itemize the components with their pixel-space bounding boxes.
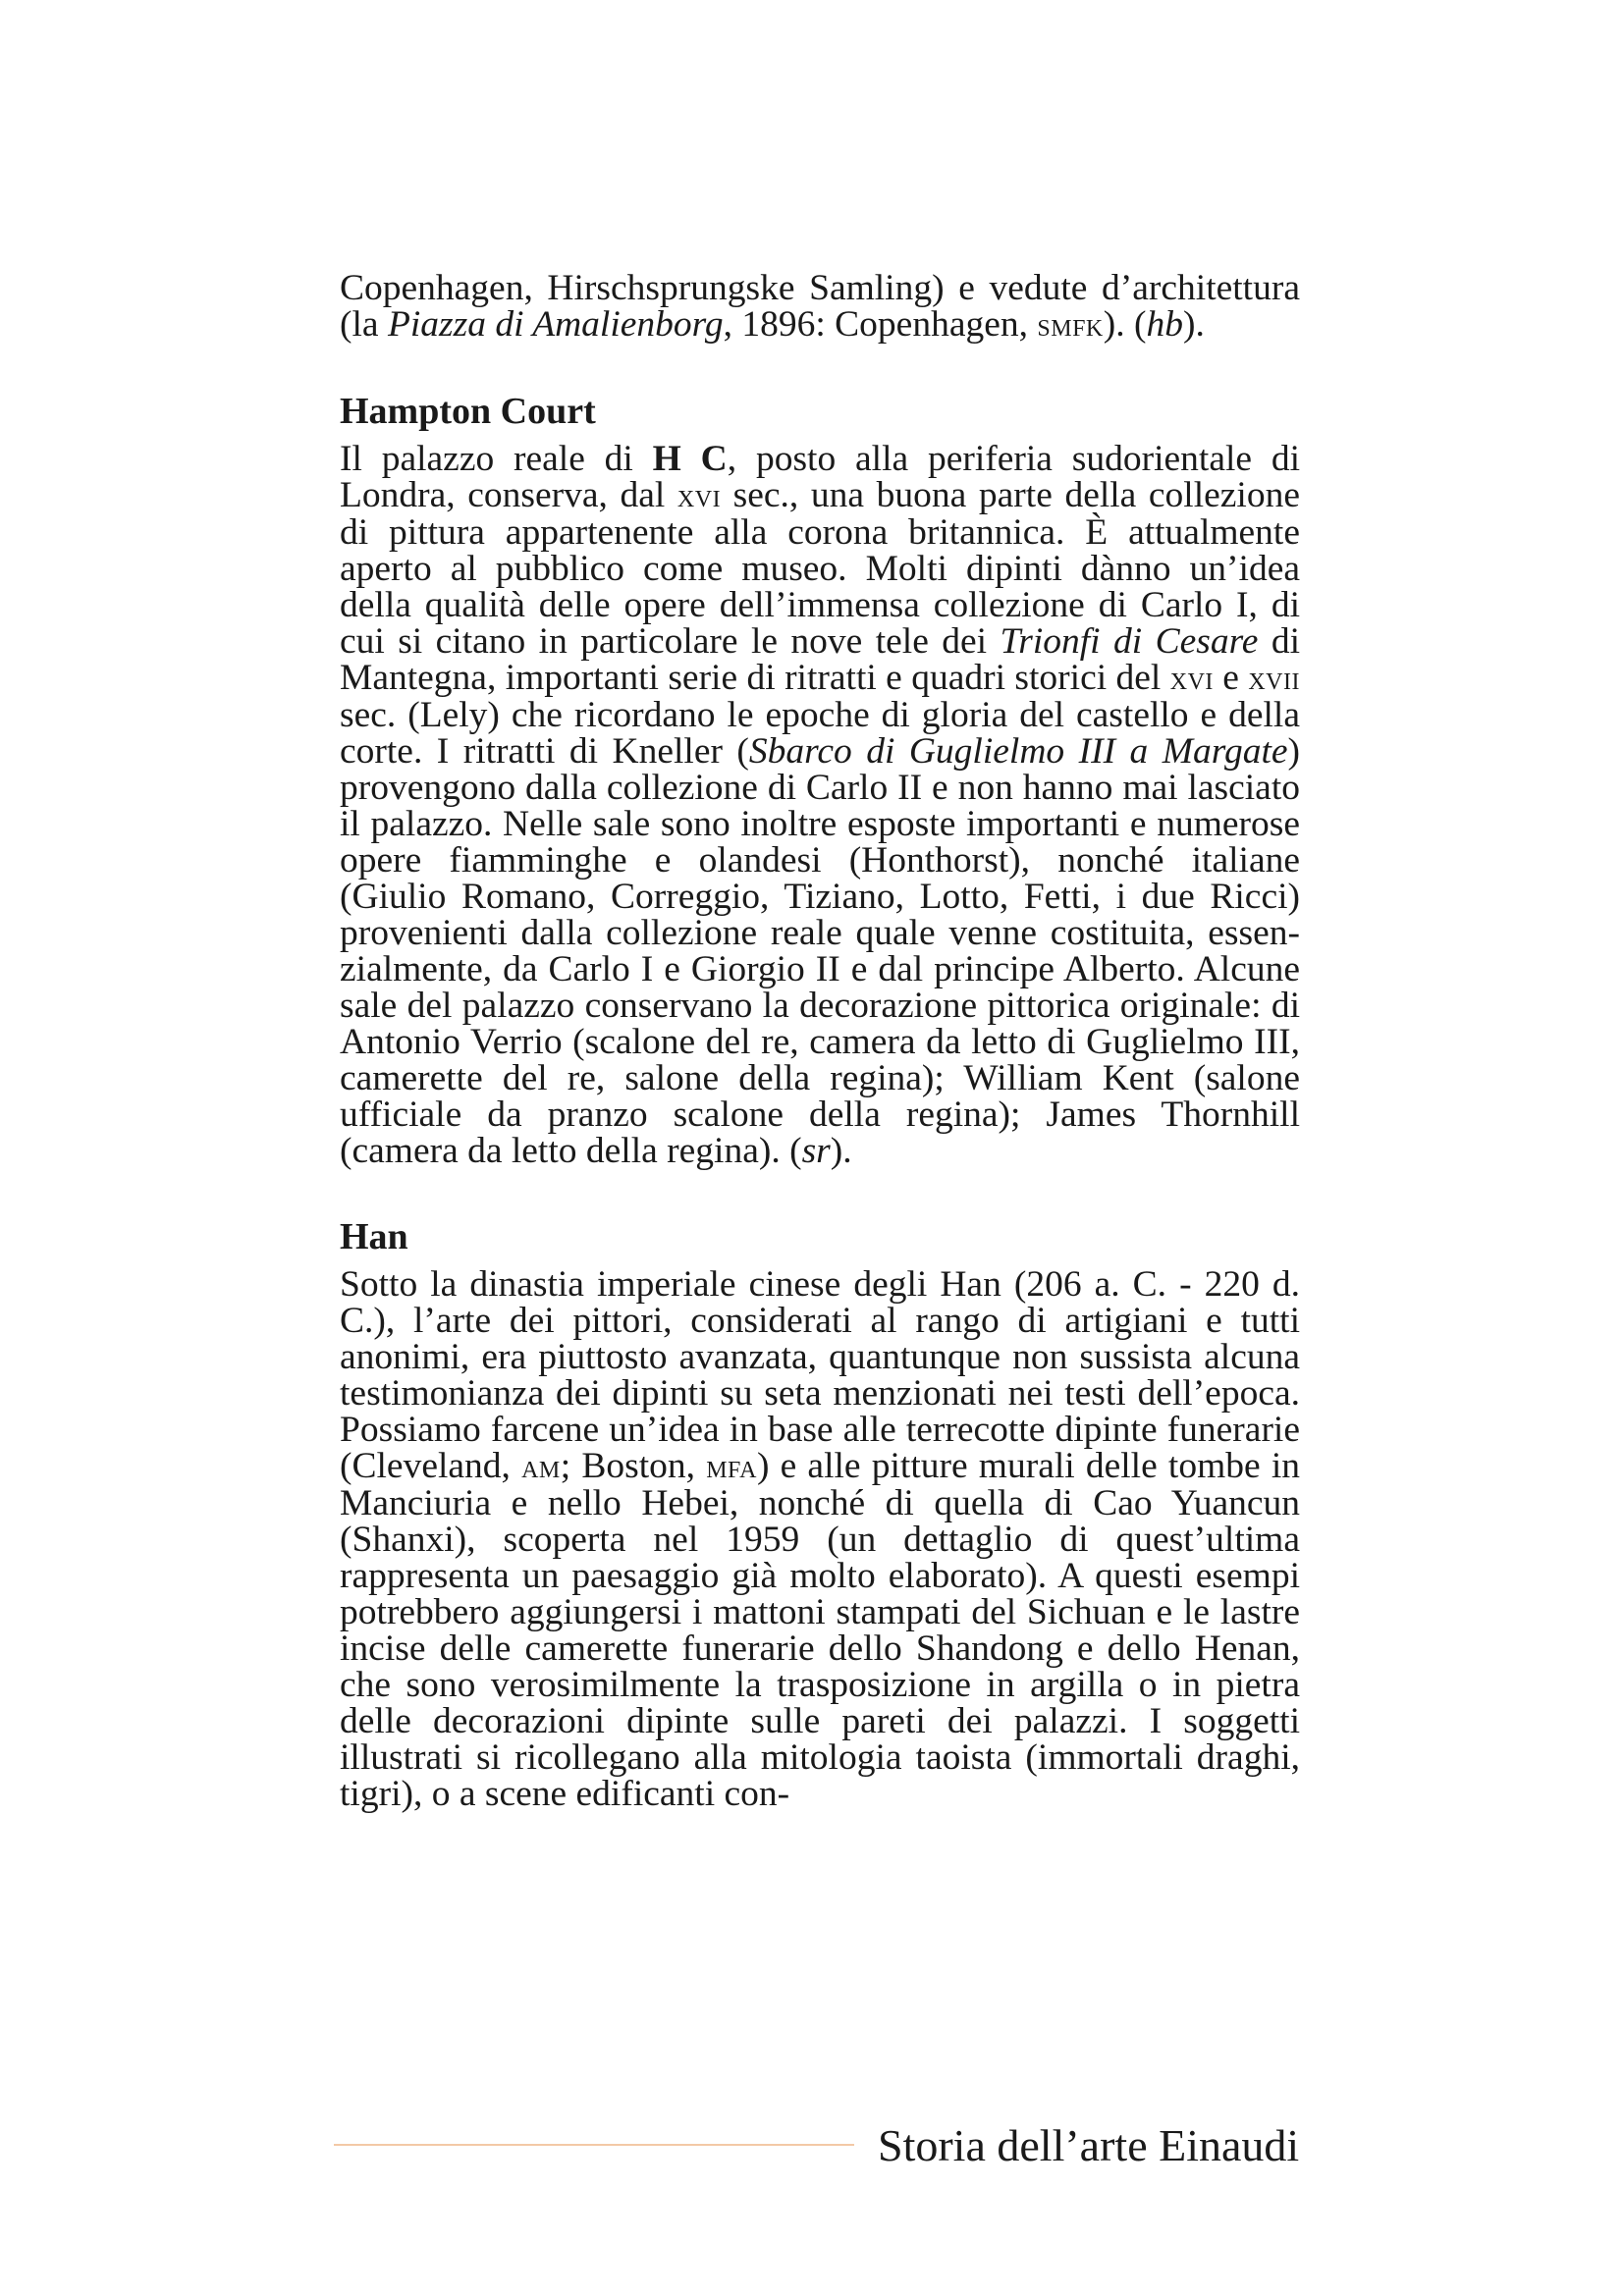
entry-body-hampton-court [340, 441, 1300, 1169]
entry-text: di Mantegna, importanti serie di ritratti e quadri storici del [340, 621, 1301, 698]
century-numeral: xvi [1169, 660, 1214, 697]
entry-text: , posto alla periferia sudorientale di Londra, conserva, dal [340, 439, 1301, 515]
entry-text: ; Boston, [560, 1446, 707, 1486]
entry-bold-abbrev: H C [652, 439, 728, 479]
intro-abbreviation: smfk [1037, 306, 1104, 344]
intro-author-initials: hb [1146, 304, 1183, 345]
intro-text: , 1896: Copenhagen, [723, 304, 1038, 345]
entry-body-han [340, 1266, 1300, 1812]
footer-title: Storia dell’arte Einaudi [878, 2119, 1300, 2170]
century-numeral: xvii [1248, 660, 1300, 697]
entry-heading-hampton-court: Hampton Court [340, 391, 596, 432]
entry-text: Il palazzo reale di [340, 439, 653, 479]
artwork-title: Trionfi di Cesare [1000, 621, 1259, 662]
entry-text: e [1213, 658, 1249, 698]
artwork-title: Sbarco di Guglielmo III a Margate [748, 731, 1288, 772]
century-numeral: xvi [676, 477, 722, 514]
entry-text: sec., una buona parte della collezione di pittura appartenente alla corona britannica. È attualmente aperto al pubblico come museo. Molti dipinti dànno un’idea della qualità delle opere dell’immensa collezione di Carlo I, di cui si citano in particolare le nove tele dei [340, 475, 1300, 662]
page-footer [334, 2115, 1300, 2174]
footer-divider [334, 2144, 854, 2146]
entry-text: ) provengono dalla collezione di Carlo II e non hanno mai lasciato il palazzo. Nelle sale sono inoltre esposte importanti e numerose opere fiamminghe e olandesi (Honthorst), nonché italiane (Giulio Romano, Correggio, Tiziano, Lotto, Fetti, i due Ricci) provenienti dalla collezione reale quale venne costituita, essenzialmente, da Carlo I e Giorgio II e dal principe Alberto. Alcune sale del palazzo conservano la decorazione pittorica originale: di Antonio Verrio (scalone del re, camera da letto di Guglielmo III, camerette del re, salone della regina); William Kent (salone ufficiale da pranzo scalone della regina); James Thornhill (camera da letto della regina). ( [340, 731, 1301, 1171]
intro-text: ). [1182, 304, 1205, 345]
intro-text: Copenhagen, Hirschsprungske Samling) e vedute d’architettura (la [340, 268, 1300, 345]
entry-text: ). [830, 1131, 852, 1171]
museum-abbreviation: mfa [706, 1448, 757, 1485]
entry-text: ) e alle pitture murali delle tombe in Manciuria e nello Hebei, nonché di quella di Cao Yuancun (Shanxi), scoperta nel 1959 (un dettaglio di quest’ultima rappresenta un paesaggio già molto elaborato). A questi esempi potrebbero aggiungersi i mattoni stampati del Sichuan e le lastre incise delle camerette funerarie dello Shandong e dello Henan, che sono verosimilmente la trasposizione in argilla o in pietra delle decorazioni dipinte sulle pareti dei palazzi. I soggetti illustrati si ricollegano alla mitologia taoista (immortali draghi, tigri), o a scene edificanti con- [340, 1446, 1300, 1814]
entry-heading-han: Han [340, 1216, 408, 1257]
museum-abbreviation: am [521, 1448, 561, 1485]
author-initials: sr [801, 1131, 831, 1171]
document-body [340, 270, 1300, 1812]
intro-italic-title: Piazza di Amalienborg [387, 304, 724, 345]
entry-text: sec. (Lely) che ricordano le epoche di gloria del castello e della corte. I ritratti di Kneller ( [340, 695, 1300, 772]
intro-text: ). ( [1103, 304, 1147, 345]
entry-text: Sotto la dinastia imperiale cinese degli Han (206 a. C. - 220 d. C.), l’arte dei pittori, considerati al rango di artigiani e tutti anonimi, era piuttosto avanzata, quantunque non sussista alcuna testimonianza dei dipinti su seta menzionati nei testi dell’epoca. Possiamo farcene un’idea in base alle terrecotte dipinte funerarie (Cleveland, [340, 1264, 1300, 1486]
intro-paragraph [340, 270, 1300, 344]
